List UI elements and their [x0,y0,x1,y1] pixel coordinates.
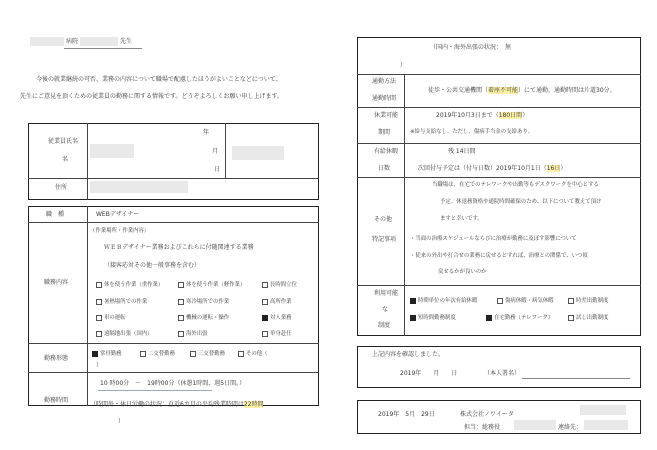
checkbox[interactable] [96,331,102,337]
divider [87,123,88,200]
intro-line-2: 先生にご意見を頂くための従業員の勤務に関する情報です。どうぞよろしくお願い申し上げます。 [20,93,284,100]
company-name: 株式会社ノワイータ [460,411,514,418]
checkbox[interactable] [96,299,102,305]
work-form-option[interactable]: 二交替勤務 [140,349,175,357]
company-contact-prefix: 担当：総務役 [464,424,501,431]
duty-option[interactable]: 寒冷場所での作業 [178,297,229,305]
hours-label: 勤務時間 [44,397,69,404]
system-option-checked[interactable]: 時間単位の年次有給休暇 [410,296,477,304]
system-option-checked[interactable]: 短時間勤務制度 [410,313,456,321]
system-label-3: 制度 [378,322,391,329]
redacted-block [514,420,556,430]
duty-option[interactable]: 車の運転 [96,313,126,321]
paid-leave-highlight: 16日 [546,165,561,172]
duty-option-checked[interactable]: 対人業務 [262,313,292,321]
confirm-line: 上記内容を確認しました。 [372,351,445,358]
system-label-2: な [382,306,389,313]
leave-label-2: 期間 [378,129,391,136]
work-form-label: 勤務形態 [44,355,69,362]
checkbox[interactable] [568,315,574,321]
other-label-2: 特記事項 [372,236,397,243]
job-label: 職 種 [46,211,65,218]
overtime-line: （時間外・休日労働の状況：直近6カ月の平均残業時間は22時間 [90,401,264,408]
duty-option[interactable]: 長時間立位 [262,280,297,288]
checkbox[interactable] [238,351,244,357]
employee-name-label-suffix: 名 [62,156,69,163]
redacted-block [80,37,118,46]
commute-label-1: 通勤方法 [372,78,397,85]
overtime-close: ） [118,418,125,425]
checkbox[interactable] [178,315,184,321]
company-contact-suffix: 連絡先： [558,424,583,431]
checkbox[interactable] [190,351,196,357]
other-label-1: その他 [374,216,393,223]
checkbox[interactable] [497,298,503,304]
hours-underline [98,390,212,391]
duty-option[interactable]: 海外出張 [178,329,208,337]
work-form-close: ） [96,362,103,369]
signature-line[interactable] [522,378,630,379]
hours-line: 10 時00分 ～ 19時00分（休憩1時間、週5日間。） [100,380,246,387]
job-value: WEBデザイナー [96,211,140,218]
paid-leave-line-1: 残 14日間 [448,148,476,155]
divider [28,372,319,373]
divider [404,74,405,336]
divider [28,343,319,344]
system-option[interactable]: 傷病休暇・病気休暇 [497,296,554,304]
leave-line: 2019年10月3日まで（180日間） [436,112,529,119]
system-option-checked[interactable]: 在宅勤務（テレワーク） [486,313,553,321]
leave-note: ※給与支給なし。ただし、傷病手当金の支給あり。 [410,129,534,135]
work-form-option[interactable]: 三交替勤務 [190,349,225,357]
confirm-date: 2019年 月 日 [400,370,458,377]
redacted-birthdate [232,146,284,160]
other-line: 当職場は、在宅でのテレワークや出勤等もデスクワークを中心とする [432,182,599,188]
checkbox[interactable] [568,298,574,304]
paid-leave-label-1: 有給休暇 [374,148,399,155]
checkbox-checked[interactable] [92,351,98,357]
checkbox[interactable] [96,315,102,321]
divider [357,285,641,286]
confirm-sign-label: （本人署名） [484,370,521,377]
hospital-name-text: 病院 [66,38,79,45]
divider [357,74,641,75]
addressee-suffix: 先生 [120,38,133,45]
checkbox-checked[interactable] [262,315,268,321]
checkbox-checked[interactable] [410,298,416,304]
birth-month-label: 月 [212,148,219,155]
duty-option[interactable]: 遠隔地出張（国内） [96,329,153,337]
checkbox[interactable] [262,282,268,288]
checkbox[interactable] [178,299,184,305]
divider [28,178,319,179]
divider [28,222,319,223]
duty-option[interactable]: 暑熱場所での作業 [96,297,147,305]
checkbox[interactable] [178,282,184,288]
company-date: 2019年 5月 29日 [378,411,435,418]
leave-highlight: 180日間 [498,112,523,119]
address-label: 住所 [55,184,68,191]
checkbox[interactable] [178,331,184,337]
paid-leave-line-2: 次回付与予定は（付与日数）2019年10月1日（16日） [418,165,567,172]
intro-line-1: 今後の就業継続の可否、業務の内容について職場で配慮したほうがよいことなどについて、 [36,76,282,83]
system-label-1: 利用可能 [374,290,399,297]
other-line: 戻せるかが良いのか [438,269,487,275]
checkbox[interactable] [262,331,268,337]
checkbox-checked[interactable] [410,315,416,321]
business-trip-line: （国内・海外出張の状況： 無 [430,44,512,51]
redacted-block [580,405,626,415]
paid-leave-label-2: 日数 [378,165,391,172]
commute-highlight: 着座不可能 [488,87,519,94]
work-form-option-checked[interactable]: 常昼勤務 [92,349,122,357]
duty-option[interactable]: 高所作業 [262,297,292,305]
checkbox[interactable] [262,299,268,305]
birth-year-label: 年 [203,129,210,136]
birth-day-label: 日 [214,166,221,173]
other-line: 予定。休退務資格や通院時間確保のため、以下について教えて頂け [440,199,602,205]
employee-name-label: 従業員氏名 [48,138,79,145]
duty-option[interactable]: 体を使う作業（重作業） [96,280,163,288]
divider [225,123,226,178]
redacted-name [90,144,134,158]
redacted-block [584,420,628,430]
work-form-option[interactable]: その他（ [238,349,268,357]
overtime-highlight: 22時間 [243,401,264,408]
duties-desc-2: （接客応対その他一般事務を含む） [104,262,201,269]
system-option[interactable]: 試し出勤制度 [568,313,608,321]
commute-line: 徒歩・公共交通機関（着座不可能）にて通勤。通勤時間は片道30分。 [428,87,616,94]
job-info-box [28,206,319,406]
redacted-address [90,181,188,193]
duties-desc-1: ＷＥＢデザイナー業務およびこれらに付随関連する業務 [104,244,254,251]
divider [357,107,641,108]
checkbox[interactable] [96,282,102,288]
other-line: ますと幸いです。 [440,216,483,222]
duty-option[interactable]: 単身赴任 [262,329,292,337]
divider [357,177,641,178]
business-trip-close: ） [400,62,407,69]
other-line: ・当面の治療スケジュールならびに治療が勤務に及ぼす影響について [410,236,577,242]
redacted-block [30,37,64,46]
duties-note: （作業場所・作業内容） [90,228,150,234]
checkbox-checked[interactable] [486,315,492,321]
addressee-underline [64,48,142,49]
checkbox[interactable] [140,351,146,357]
duty-option[interactable]: 機械の運転・操作 [178,313,229,321]
commute-label-2: 通勤時間 [372,95,397,102]
other-line: ・従来の外出や打合せの業務に戻せるとすれば、治療との関係で、いつ頃 [410,253,588,259]
duties-label: 職務内容 [44,279,69,286]
divider [87,206,88,406]
divider [357,143,641,144]
system-option[interactable]: 時差出勤制度 [568,296,608,304]
leave-label-1: 休業可能 [374,112,399,119]
duty-option[interactable]: 体を使う作業（軽作業） [178,280,245,288]
